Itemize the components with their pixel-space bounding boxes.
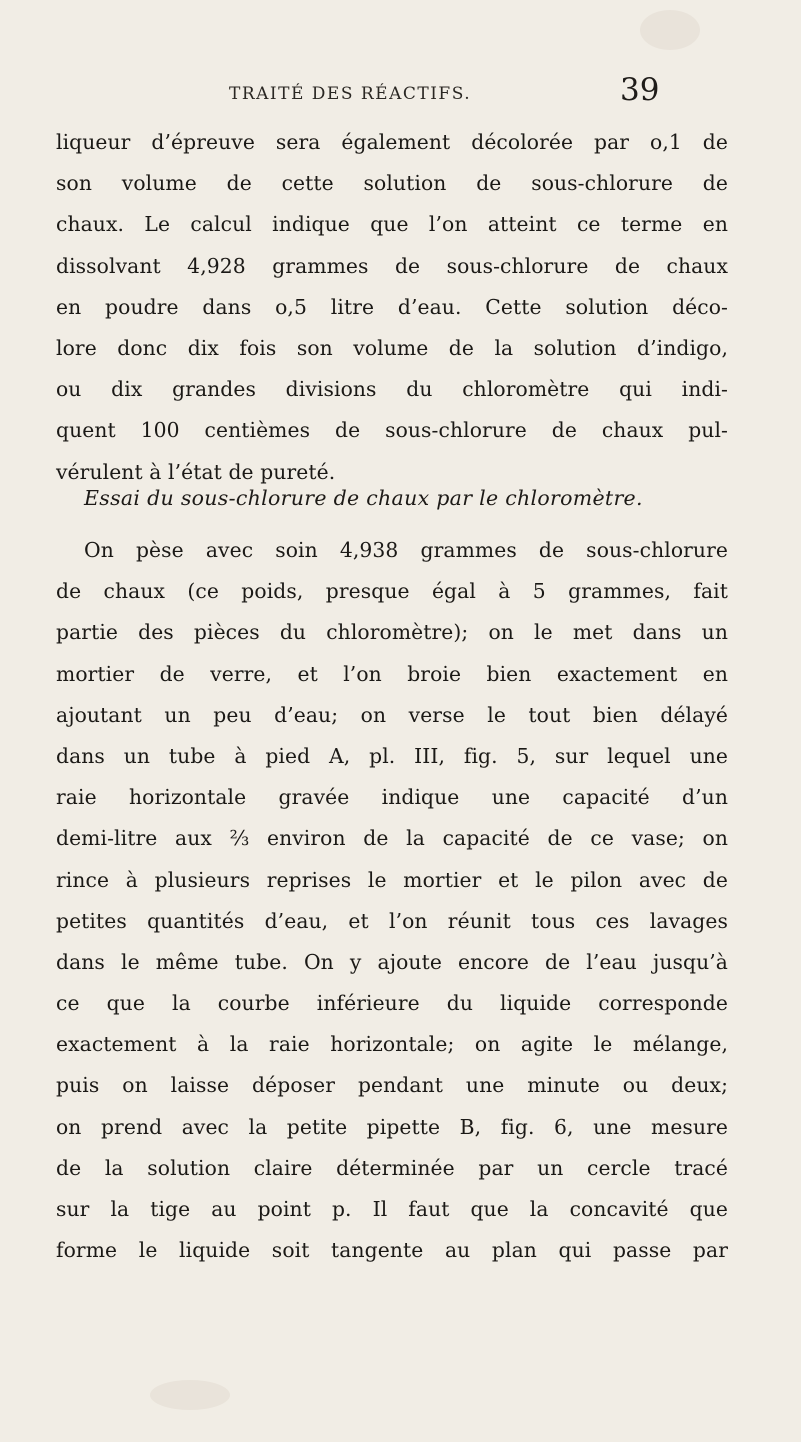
text-line: dans un tube à pied A, pl. III, fig. 5, sur lequel une — [56, 743, 728, 768]
paper-stain — [640, 10, 700, 50]
text-line: en poudre dans o,5 litre d’eau. Cette solution déco- — [56, 294, 728, 319]
text-line: exactement à la raie horizontale; on agite le mélange, — [56, 1032, 728, 1057]
paragraph-2 — [56, 530, 728, 1271]
text-line: dans le même tube. On y ajoute encore de l’eau jusqu’à — [56, 949, 728, 974]
running-head: TRAITÉ DES RÉACTIFS. — [229, 84, 472, 104]
text-line: chaux. Le calcul indique que l’on atteint ce terme en — [56, 212, 728, 237]
text-line: lore donc dix fois son volume de la solution d’indigo, — [56, 335, 728, 360]
text-line: quent 100 centièmes de sous-chlorure de chaux pul- — [56, 418, 728, 443]
text-line: on prend avec la petite pipette B, fig. 6, une mesure — [56, 1114, 728, 1139]
text-line: son volume de cette solution de sous-chlorure de — [56, 171, 728, 196]
text-line: mortier de verre, et l’on broie bien exactement en — [56, 661, 728, 686]
text-line: On pèse avec soin 4,938 grammes de sous-chlorure — [84, 538, 728, 562]
text-line: liqueur d’épreuve sera également décolorée par o,1 de — [56, 130, 728, 154]
text-line: sur la tige au point p. Il faut que la concavité que — [56, 1197, 728, 1221]
text-line: vérulent à l’état de pureté. — [56, 459, 336, 484]
text-line: de chaux (ce poids, presque égal à 5 grammes, fait — [56, 579, 728, 604]
text-line: forme le liquide soit tangente au plan qui passe par — [56, 1238, 728, 1263]
text-line: ajoutant un peu d’eau; on verse le tout bien délayé — [56, 702, 728, 727]
text-line: rince à plusieurs reprises le mortier et le pilon avec de — [56, 867, 728, 892]
text-line: petites quantités d’eau, et l’on réunit tous ces lavages — [56, 908, 728, 933]
text-line: partie des pièces du chloromètre); on le met dans un — [56, 620, 728, 645]
text-line: demi-litre aux ⅔ environ de la capacité de ce vase; on — [56, 826, 728, 851]
paragraph-1 — [56, 122, 728, 493]
text-line: ce que la courbe inférieure du liquide corresponde — [56, 991, 728, 1016]
text-line: ou dix grandes divisions du chloromètre qui indi- — [56, 377, 728, 402]
paper-stain — [150, 1380, 230, 1410]
text-line: raie horizontale gravée indique une capacité d’un — [56, 785, 728, 810]
text-line: de la solution claire déterminée par un cercle tracé — [56, 1155, 728, 1180]
page-number: 39 — [620, 72, 660, 108]
text-line: dissolvant 4,928 grammes de sous-chlorure de chaux — [56, 253, 728, 278]
text-line: puis on laisse déposer pendant une minute ou deux; — [56, 1073, 728, 1098]
section-heading: Essai du sous-chlorure de chaux par le chloromètre. — [84, 486, 643, 510]
